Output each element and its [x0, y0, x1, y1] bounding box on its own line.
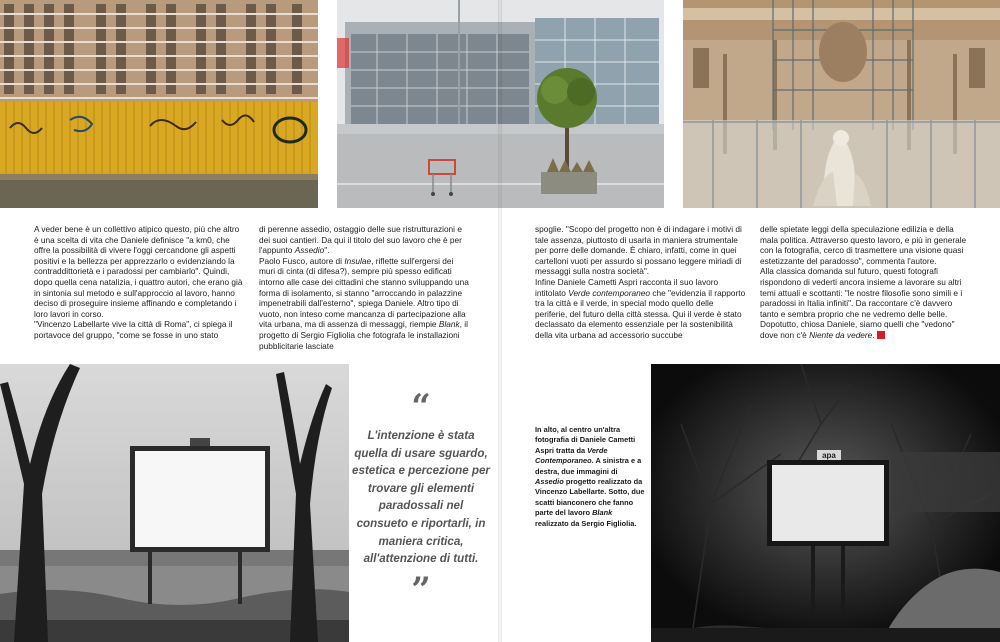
close-quote-mark: ”: [411, 569, 431, 610]
col4-paragraph-1: delle spietate leggi della speculazione edilizia e della mala politica. Attraverso questo lavoro, e più in generale con la fotografia, cerco di trasmettere una visione quasi estetizzante del paradosso", commenta l'autore.: [760, 224, 967, 266]
photo-night-billboard-image: [651, 364, 1000, 642]
photo-caption: In alto, al centro un'altra fotografia di Daniele Cametti Aspri tratta da Verde Contemporaneo. A sinistra e a destra, due immagini di Assedio progetto realizzato da Vincenzo Labellarte. Sotto, due scatti bianconero che fanno parte del lavoro Blank realizzato da Sergio Figliolia.: [535, 425, 645, 528]
text-column-2: [259, 224, 469, 351]
text-column-1: [34, 224, 246, 341]
col3-paragraph-2: Infine Daniele Cametti Aspri racconta il suo lavoro intitolato Verde contemporaneo che "evidenzia il rapporto tra la città e il verde, in special modo quello delle periferie, del futuro della città stessa. Qui il verde è stato declassato da elemento essenziale per la sostenibilità della vita urbana ad accessorio succube: [535, 276, 746, 340]
open-quote-mark: “: [411, 387, 431, 427]
billboard-brand-label: apa: [822, 451, 836, 460]
col4-paragraph-2: Alla classica domanda sul futuro, questi fotografi rispondono di vederti ancora insieme a lavorare su altri temi attuali e scottanti: "le nostre filosofie sono simili e i paradossi in Italia infiniti". Da raccontare c'è davvero tanto e sembra proprio che ne vedremo delle belle. Dopotutto, chiosa Daniele, siamo quelli che "vedono" dove non c'è Niente da vedere.: [760, 266, 963, 340]
photo-billboard-trees-image: [0, 364, 349, 642]
photo-yellow-wall-apartments: [0, 0, 318, 208]
photo-night-billboard: [651, 364, 1000, 642]
photo-trevi-fountain-scaffolding: [683, 0, 1000, 208]
col2-paragraph-2: Paolo Fusco, autore di Insulae, riflette sull'ergersi dei muri di cinta (di difesa?), sempre più spesso edificati intorno alle case dei cittadini che stanno sviluppando una forma di isolamento, si stanno "arroccando in palazzine impenetrabili dall'esterno", spiega Daniele. Altro tipo di vuoto, non inteso come mancanza di partecipazione alla vita urbana, ma di assenza di messaggi, riempie Blank, il progetto di Sergio Figliolia che fotografa le installazioni pubblicitarie lasciate: [259, 255, 469, 351]
pull-quote: [352, 387, 490, 610]
page-gutter: [498, 0, 502, 642]
text-column-4: [760, 224, 972, 341]
col1-paragraph-2: "Vincenzo Labellarte vive la città di Roma", ci spiega il portavoce del gruppo, "come se fosse in uno stato: [34, 319, 233, 340]
col3-paragraph-1: spoglie. "Scopo del progetto non è di indagare i motivi di tale assenza, piuttosto di usarla in maniera strumentale per porre delle domande. È chiaro, infatti, come in quei cartelloni vuoti per assurdo si possano leggere miriadi di messaggi sulla nostra società".: [535, 224, 742, 277]
article-end-mark-icon: [877, 331, 885, 339]
col1-paragraph-1: A veder bene è un collettivo atipico questo, più che altro è una scelta di vita che Daniele definisce "a km0, che offre la possibilità di vivere l'oggi cercandone gli aspetti positivi e la bellezza per apprezzarlo o evidenziando la contraddittorietà e i paradossi per cambiarlo". Quindi, dopo quella cena natalizia, i quattro autori, che erano già in sintonia sul metodo e sull'approccio al lavoro, hanno deciso di proseguire insieme affinando e completando i loro lavori in corso.: [34, 224, 243, 319]
photo-fountain-image: [683, 0, 1000, 208]
photo-yellow-wall-image: [0, 0, 318, 208]
photo-blank-billboard-trees: [0, 364, 349, 642]
text-column-3: [535, 224, 747, 341]
pull-quote-text: L'intenzione è stata quella di usare sguardo, estetica e percezione per trovare gli elementi paradossali nel consueto e riportarli, in maniera critica, all'attenzione di tutti.: [352, 429, 490, 566]
col2-paragraph-1: di perenne assedio, ostaggio delle sue ristrutturazioni e dei suoi cantieri. Da qui il titolo del suo lavoro che è per l'appunto Assedio".: [259, 224, 462, 256]
